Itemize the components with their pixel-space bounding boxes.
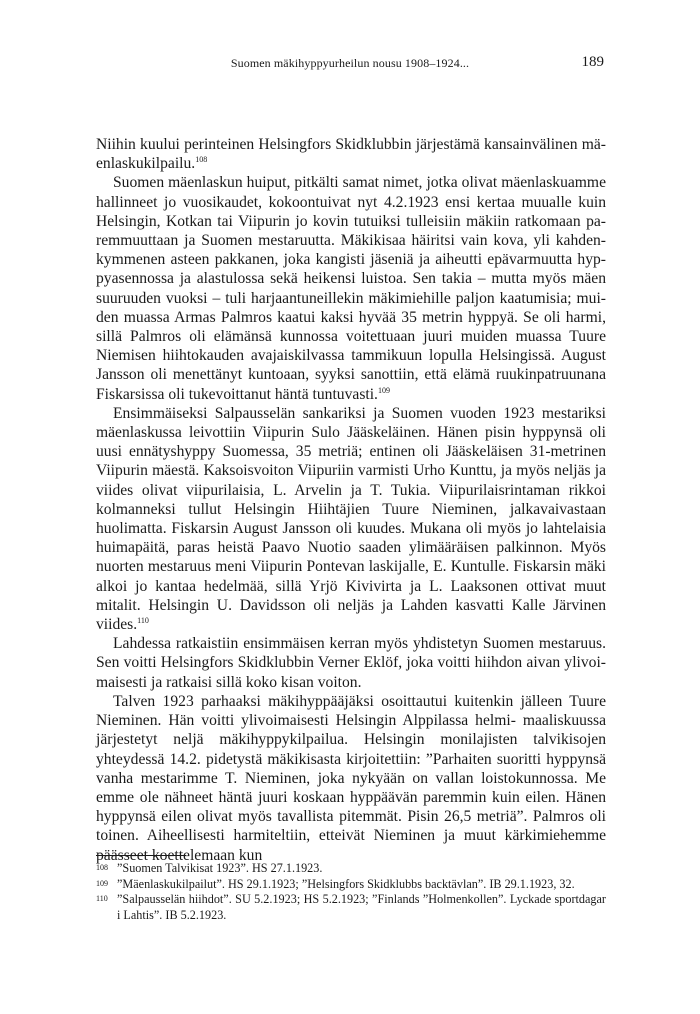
footnote xyxy=(96,892,606,923)
footnote-number: 109 xyxy=(96,878,108,888)
footnote-ref: 109 xyxy=(377,385,390,395)
footnote xyxy=(96,877,606,893)
paragraph xyxy=(96,692,606,865)
footnote-number: 110 xyxy=(96,894,108,904)
paragraph xyxy=(96,135,606,173)
paragraph-text: Talven 1923 parhaaksi mäkihyppääjäksi osoittautui kuitenkin jälleen Tuure Nieminen. Hän voitti ylivoimaisesti Helsingin Alppilassa helmi- maaliskuussa järjestetyt neljä mäkihyppykilpailua. Helsingin monilajisten talvikisojen yhteydessä 14.2. pidetystä mäkikisasta kirjoitettiin: ”Parhaiten suoritti hyppynsä vanha mestarimme T. Nieminen, joka nykyään on vallan loistokunnossa. Me emme ole nähneet häntä juuri koskaan hyppäävän paremmin kuin eilen. Hänen hyppynsä eilen olivat myös tavallista pitemmät. Pisin 26,5 metriä”. Palmros oli toinen. Aiheellisesti harmiteltiin, etteivät Nieminen ja muut kärkimiehemme päässeet koettelemaan kun xyxy=(96,692,606,864)
running-head xyxy=(96,55,604,75)
footnote-text: ”Mäenlaskukilpailut”. HS 29.1.1923; ”Helsingfors Skidklubbs backtävlan”. IB 29.1.1923, 32. xyxy=(117,876,575,891)
paragraph-text: Suomen mäenlaskun huiput, pitkälti samat nimet, jotka olivat mäenlaskuamme hallinneet jo vuosikaudet, kokoontuivat nyt 4.2.1923 ensi kertaa muualle kuin Helsingin, Kotkan tai Viipurin jo kovin tutuiksi tulleisiin mäkiin ratkomaan paremmuuttaan ja Suomen mestaruutta. Mäkikisaa häiritsi vain kova, yli kahdenkymmenen asteen pakkanen, joka kangisti jäseniä ja aiheutti epävarmuutta hyppyasennossa ja alastulossa sekä heikensi luistoa. Sen takia – mutta myös mäen suuruuden vuoksi – tuli harjaantuneillekin mäkimiehille paljon kaatumisia; muiden muassa Armas Palmros kaatui kaksi hyvää 35 metrin hyppyä. Se oli harmi, sillä Palmros oli elämänsä kunnossa voitettuaan juuri muiden muassa Tuure Niemisen hiihtokauden avajaiskilvassa tammikuun lopulla Helsingissä. August Jansson oli menettänyt kuntoaan, syyksi sanottiin, että elämä ruukinpatruunana Fiskarsissa oli tukevoittanut häntä tuntuvasti. xyxy=(96,174,606,403)
footnote-number: 108 xyxy=(96,863,108,872)
body-text xyxy=(96,135,606,865)
paragraph-text: Ensimmäiseksi Salpausselän sankariksi ja Suomen vuoden 1923 mestariksi mäenlaskussa leivottiin Viipurin Sulo Jääskeläinen. Hänen pisin hyppynsä oli uusi ennätyshyppy Suomessa, 35 metriä; entinen oli Jääskeläisen 31-metrinen Viipurin mäestä. Kaksoisvoiton Viipuriin varmisti Urho Kunttu, ja myös neljäs ja viides olivat viipurilaisia, L. Arvelin ja T. Tukia. Viipurilaisrintaman rikkoi kolmanneksi tullut Helsingin Hiihtäjien Tuure Nieminen, jalkavaivastaan huolimatta. Fiskarsin August Jansson oli kuudes. Mukana oli myös jo lahtelaisia huimapäitä, paras heistä Paavo Nuotio saaden ylimääräisen palkinnon. Myös nuorten mestaruus meni Viipurin Pontevan laskijalle, E. Kuntulle. Fiskarsin mäki alkoi jo kantaa hedelmää, sillä Yrjö Kivivirta ja L. Laaksonen ottivat muut mitalit. Helsingin U. Davidsson oli neljäs ja Lahden kasvatti Kalle Järvinen viides. xyxy=(96,404,606,634)
footnotes xyxy=(96,861,606,923)
paragraph-text: Lahdessa ratkaistiin ensimmäisen kerran myös yhdistetyn Suomen mestaruus. Sen voitti Helsingfors Skidklubbin Verner Eklöf, joka voitti hiihdon aivan ylivoimaisesti ja ratkaisi sillä koko kisan voiton. xyxy=(96,635,606,691)
footnote-text: ”Suomen Talvikisat 1923”. HS 27.1.1923. xyxy=(117,861,323,875)
footnote-ref: 108 xyxy=(195,155,208,165)
page-number: 189 xyxy=(581,54,604,70)
paragraph xyxy=(96,634,606,692)
footnote-ref: 110 xyxy=(137,616,149,626)
paragraph xyxy=(96,404,606,634)
footnote xyxy=(96,861,606,877)
footnote-text: ”Salpausselän hiihdot”. SU 5.2.1923; HS 5.2.1923; ”Finlands ”Holmenkollen”. Lyckade sportdagar i Lahtis”. IB 5.2.1923. xyxy=(117,892,606,922)
paragraph-text: Niihin kuului perinteinen Helsingfors Skidklubbin järjestämä kansainvälinen mäenlaskukilpailu. xyxy=(96,136,606,173)
paragraph xyxy=(96,173,606,403)
running-title: Suomen mäkihyppyurheilun nousu 1908–1924... xyxy=(230,56,470,70)
footnote-divider xyxy=(96,855,186,856)
